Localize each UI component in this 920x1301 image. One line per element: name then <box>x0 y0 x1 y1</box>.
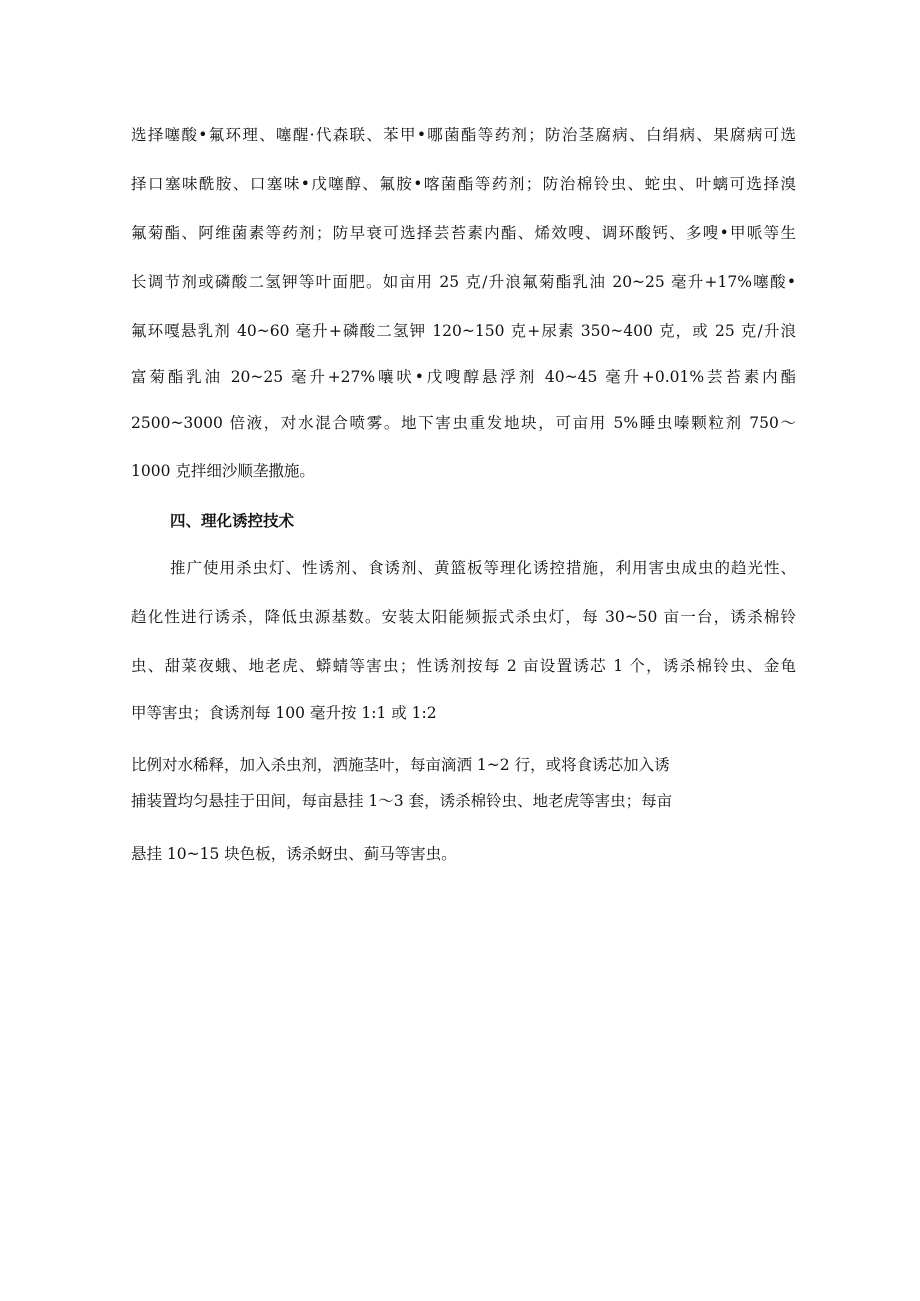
paragraph-1-line-4: 长调节剂或磷酸二氢钾等叶面肥。如亩用 25 克/升浪氟菊酯乳油 20~25 毫升+17%噻酸• <box>131 273 796 291</box>
paragraph-1-line-5: 氟环嘎悬乳剂 40~60 毫升+磷酸二氢钾 120~150 克+尿素 350~400 克，或 25 克/升浪 <box>131 322 796 340</box>
paragraph-2-line-3: 虫、甜菜夜蛾、地老虎、蟒蜻等害虫；性诱剂按每 2 亩设置诱芯 1 个，诱杀棉铃虫、金龟 <box>131 657 796 675</box>
paragraph-2-line-1: 推广使用杀虫灯、性诱剂、食诱剂、黄篮板等理化诱控措施，利用害虫成虫的趋光性、 <box>170 559 796 577</box>
paragraph-3-line-3: 悬挂 10~15 块色板，诱杀蚜虫、蓟马等害虫。 <box>131 845 457 863</box>
paragraph-1-line-1: 选择噻酸•氟环理、噻醒·代森联、苯甲•哪菌酯等药剂；防治茎腐病、白绢病、果腐病可选 <box>131 126 796 144</box>
paragraph-2-line-4: 甲等害虫；食诱剂每 100 毫升按 1:1 或 1:2 <box>131 704 437 722</box>
paragraph-1-line-6: 富菊酯乳油 20~25 毫升+27%嚷吠•戊嗖醇悬浮剂 40~45 毫升+0.01%芸苔素内酯 <box>131 368 796 386</box>
paragraph-1-line-3: 氟菊酯、阿维菌素等药剂；防早衰可选择芸苔素内酯、烯效嗖、调环酸钙、多嗖•甲哌等生 <box>131 224 796 242</box>
paragraph-1-line-2: 择口塞味酰胺、口塞味•戊噻醇、氟胺•喀菌酯等药剂；防治棉铃虫、蛇虫、叶螭可选择溴 <box>131 175 796 193</box>
paragraph-1-line-7: 2500~3000 倍液，对水混合喷雾。地下害虫重发地块，可亩用 5%睡虫嗪颗粒剂 750～ <box>131 414 796 432</box>
paragraph-1-line-8: 1000 克拌细沙顺垄撒施。 <box>131 462 315 480</box>
paragraph-3-line-2: 捕装置均匀悬挂于田间，每亩悬挂 1～3 套，诱杀棉铃虫、地老虎等害虫；每亩 <box>131 792 673 810</box>
section-heading: 四、理化诱控技术 <box>170 511 295 530</box>
paragraph-3-line-1: 比例对水稀释，加入杀虫剂，洒施茎叶，每亩滴洒 1~2 行，或将食诱芯加入诱 <box>131 756 670 774</box>
paragraph-2-line-2: 趋化性进行诱杀，降低虫源基数。安装太阳能频振式杀虫灯，每 30~50 亩一台，诱杀棉铃 <box>131 608 796 626</box>
